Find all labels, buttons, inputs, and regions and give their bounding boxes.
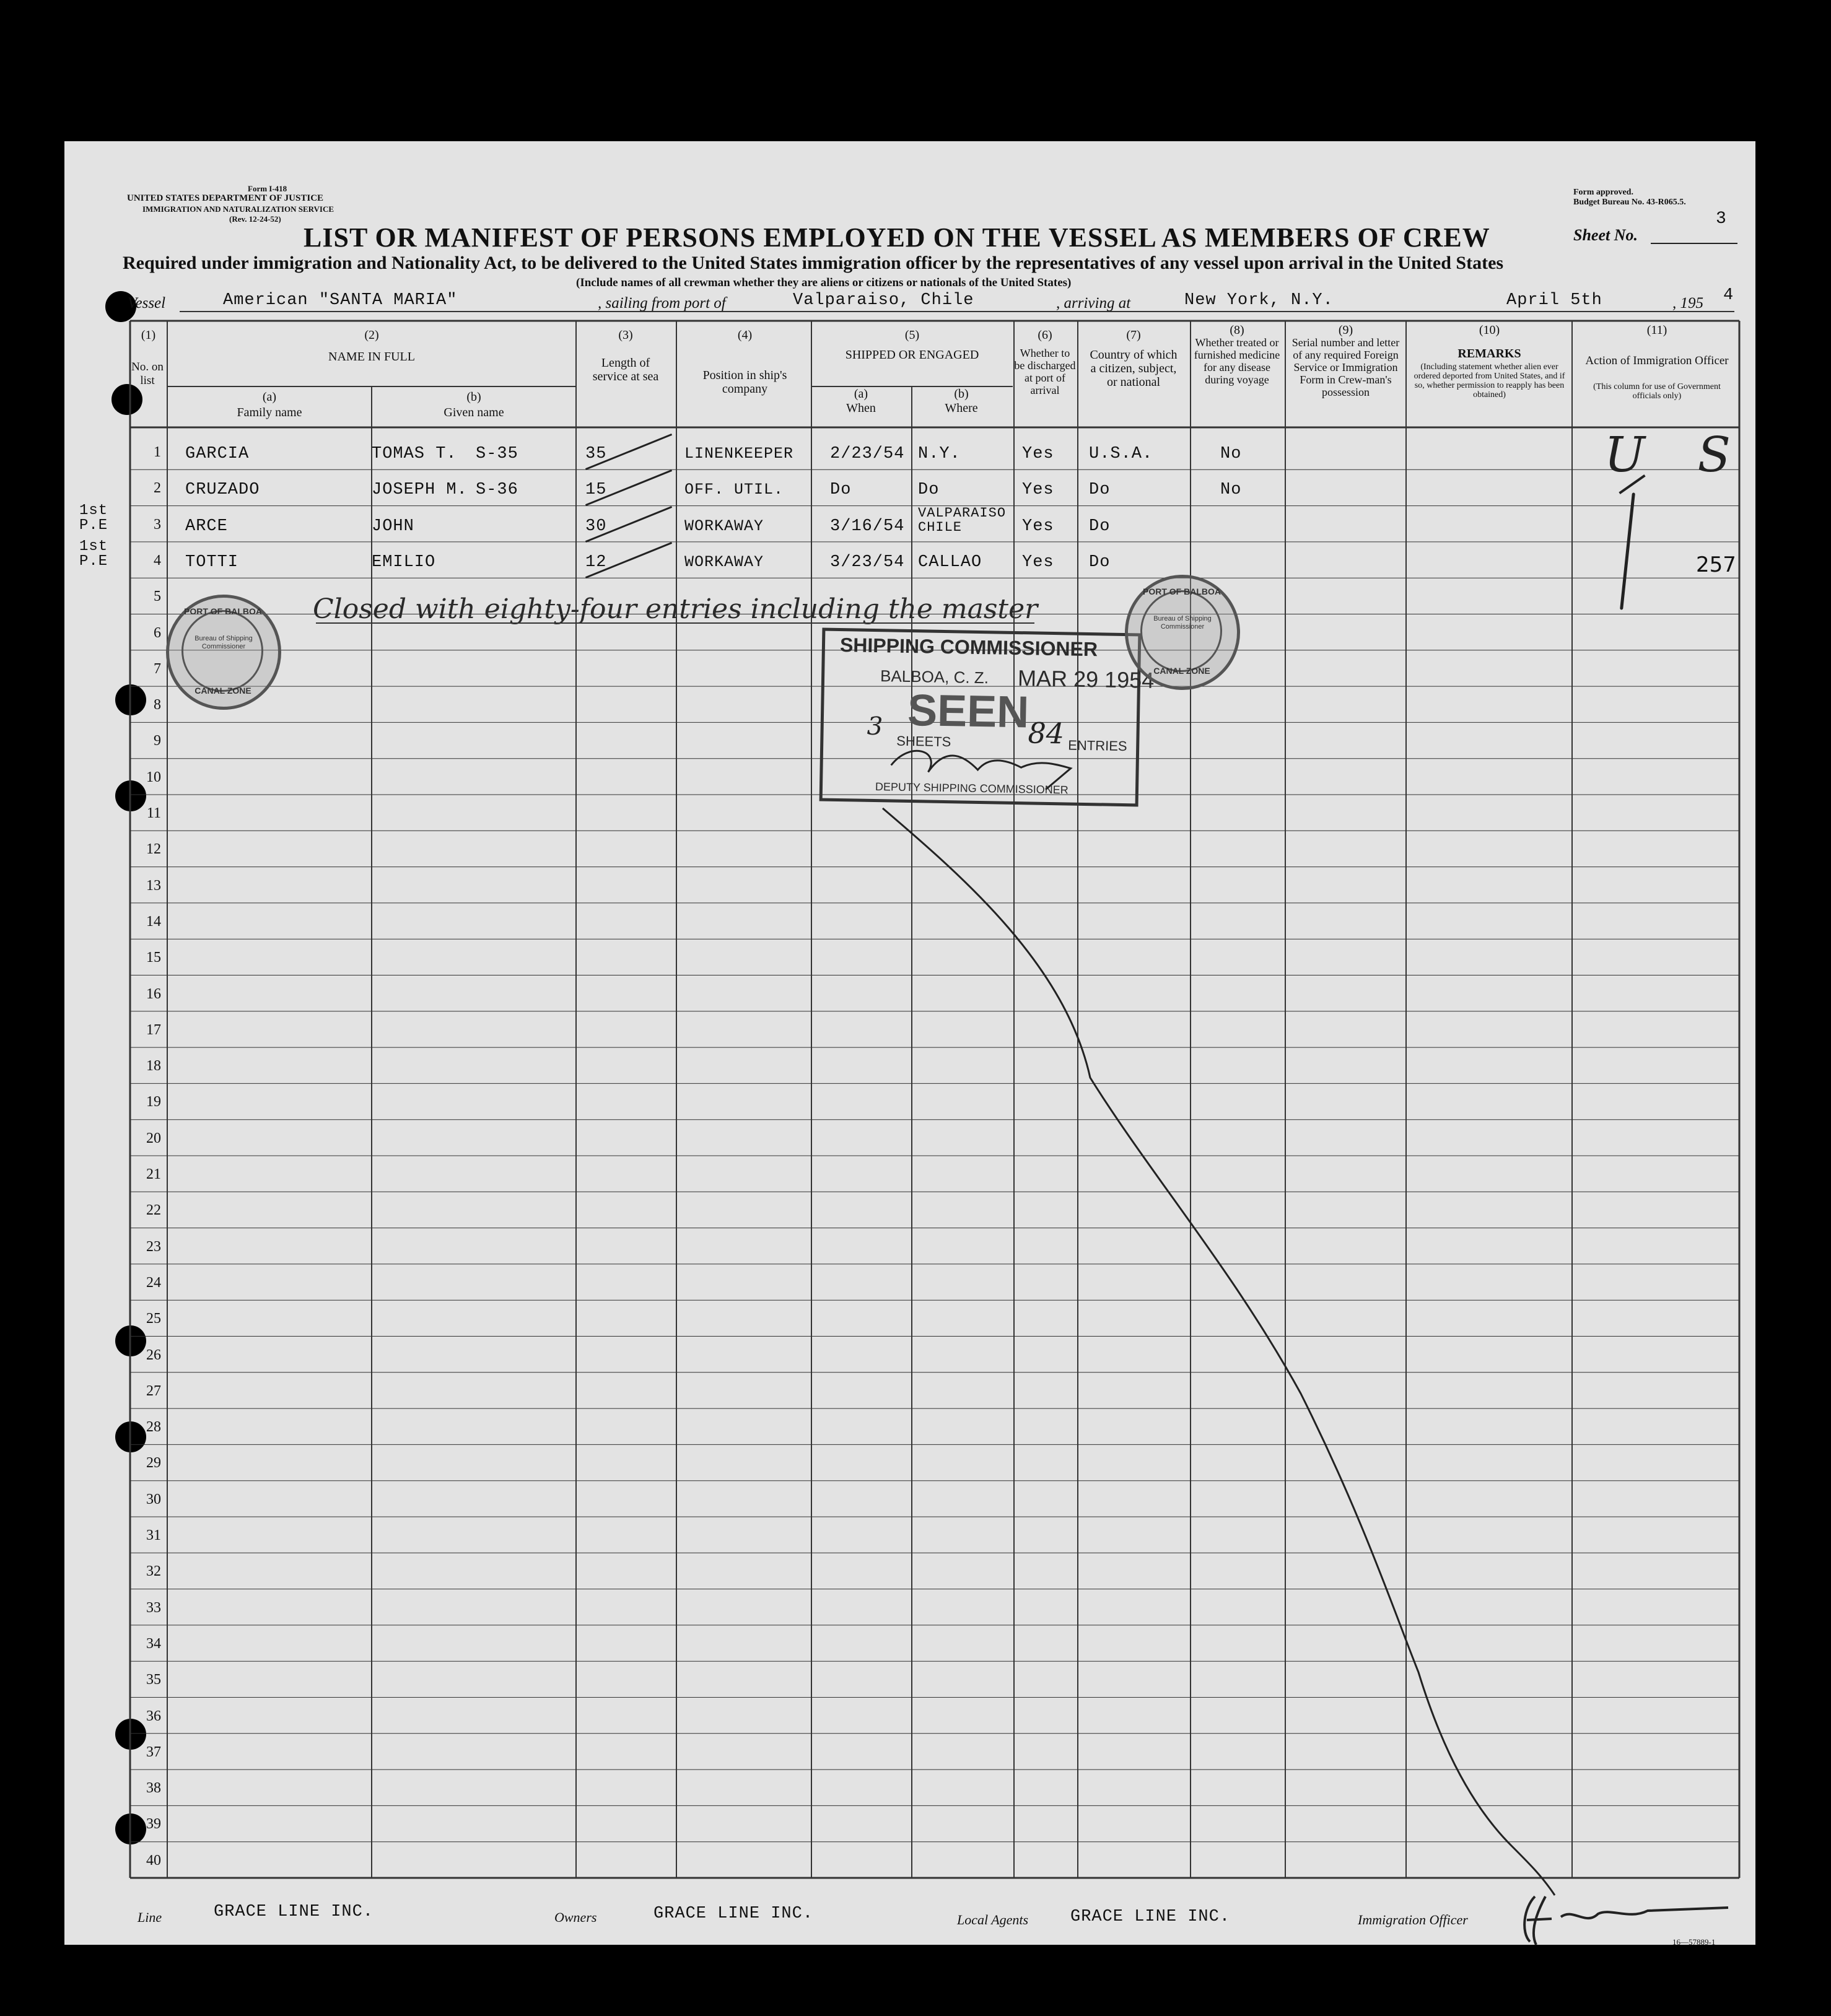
row-number: 29 xyxy=(146,1455,161,1472)
stamp-title: SHIPPING COMMISSIONER xyxy=(839,634,1098,661)
family-name: GARCIA xyxy=(185,445,250,463)
given-name: JOHN xyxy=(372,517,414,536)
vessel-label: Vessel xyxy=(128,295,166,312)
citizenship: Do xyxy=(1089,552,1111,572)
row-number: 34 xyxy=(146,1635,161,1652)
stamp-signature xyxy=(823,631,1138,804)
arrival-date: April 5th xyxy=(1506,291,1602,310)
shipped-where: Do xyxy=(918,481,940,500)
row-number: 25 xyxy=(146,1311,161,1327)
col5a-num: (a) xyxy=(854,387,868,401)
col2b-num: (b) xyxy=(466,390,481,404)
col4-header: Position in ship's company xyxy=(702,369,787,396)
agents-value: GRACE LINE INC. xyxy=(1070,1908,1231,1926)
stamp-sheets-value: 3 xyxy=(867,712,883,741)
row-number: 16 xyxy=(146,985,161,1002)
row-number: 15 xyxy=(146,949,161,966)
col8-num: (8) xyxy=(1230,323,1244,337)
stamp-seen: SEEN xyxy=(907,685,1029,738)
owners-value: GRACE LINE INC. xyxy=(653,1905,814,1923)
row-number: 23 xyxy=(146,1238,161,1255)
form-approved: Form approved. xyxy=(1573,188,1633,197)
line-label: Line xyxy=(138,1909,162,1925)
service-length: 35 xyxy=(585,445,607,463)
discharge-flag: Yes xyxy=(1022,517,1054,536)
row-number: 24 xyxy=(146,1274,161,1291)
col5-num: (5) xyxy=(904,328,920,342)
revision-date: (Rev. 12-24-52) xyxy=(229,214,281,224)
col4-num: (4) xyxy=(737,328,753,342)
year-suffix: 4 xyxy=(1723,286,1734,305)
col2b-header: Given name xyxy=(444,406,504,419)
row-number: 35 xyxy=(146,1672,161,1688)
col6-header: Whether to be discharged at port of arrival xyxy=(1014,347,1076,396)
col2-num: (2) xyxy=(364,328,379,342)
ship-position: OFF. UTIL. xyxy=(684,481,784,499)
row-number: 3 xyxy=(154,516,161,533)
row-number: 20 xyxy=(146,1130,161,1146)
family-name: CRUZADO xyxy=(185,481,260,500)
row-number: 31 xyxy=(146,1527,161,1543)
shipped-when: Do xyxy=(830,481,852,500)
seal-inner: Bureau of Shipping Commissioner xyxy=(194,635,253,650)
col9-num: (9) xyxy=(1338,323,1353,337)
given-name: EMILIO xyxy=(372,552,436,572)
shipped-when: 3/23/54 xyxy=(830,552,905,572)
stamp-entries-label: ENTRIES xyxy=(1068,737,1127,754)
sheet-number-line xyxy=(1651,243,1737,244)
medicine-flag: No xyxy=(1220,481,1242,500)
line-value: GRACE LINE INC. xyxy=(214,1903,374,1921)
medicine-flag: No xyxy=(1220,445,1242,463)
row-number: 26 xyxy=(146,1346,161,1363)
row-number: 19 xyxy=(146,1094,161,1111)
print-code: 16—57889-1 xyxy=(1672,1937,1716,1947)
row-number: 5 xyxy=(154,588,161,605)
vessel-name: American "SANTA MARIA" xyxy=(223,291,458,310)
citizenship: Do xyxy=(1089,517,1111,536)
given-name: TOMAS T. xyxy=(372,445,457,463)
col2a-num: (a) xyxy=(262,390,277,404)
row-number: 12 xyxy=(146,841,161,858)
stamp-date: MAR 29 1954 xyxy=(1017,665,1155,693)
col3-header: Length of service at sea xyxy=(592,356,659,383)
col10-header: REMARKS xyxy=(1457,347,1521,360)
col11-note: (This column for use of Government officials only) xyxy=(1593,382,1721,401)
service-length: 12 xyxy=(585,552,607,572)
sheet-label: Sheet No. xyxy=(1573,226,1638,244)
shipped-where: CALLAO xyxy=(918,552,982,572)
col10-note: (Including statement whether alien ever ordered deported from United States, and if so, whether permission to reapply has been obtained) xyxy=(1414,362,1565,399)
officer-label: Immigration Officer xyxy=(1358,1912,1468,1927)
service-length: 15 xyxy=(585,481,607,500)
citizenship: U.S.A. xyxy=(1089,445,1153,463)
sailing-from: Valparaiso, Chile xyxy=(793,291,974,310)
shipped-when: 3/16/54 xyxy=(830,517,905,536)
col3-num: (3) xyxy=(618,328,633,342)
row-number: 2 xyxy=(154,480,161,497)
discharge-flag: Yes xyxy=(1022,445,1054,463)
manifest-title: LIST OR MANIFEST OF PERSONS EMPLOYED ON THE VESSEL AS MEMBERS OF CREW xyxy=(304,222,1490,253)
include-note: (Include names of all crewman whether they are aliens or citizens or nationals of the United States) xyxy=(576,276,1072,289)
seal-inner: Bureau of Shipping Commissioner xyxy=(1153,615,1212,631)
manifest-subtitle: Required under immigration and Nationality Act, to be delivered to the United States immigration officer by the representatives of any vessel upon arrival in the United States xyxy=(123,253,1504,273)
row-number: 10 xyxy=(146,769,161,785)
citizenship: Do xyxy=(1089,481,1111,500)
stamp-entries-value: 84 xyxy=(1028,716,1065,751)
row-number: 11 xyxy=(146,805,161,821)
row-number: 4 xyxy=(154,552,161,569)
row-number: 6 xyxy=(154,624,161,641)
discharge-flag: Yes xyxy=(1022,552,1054,572)
shipping-commissioner-stamp xyxy=(819,628,1155,807)
crew-code: S-35 xyxy=(476,445,518,463)
sailing-label: , sailing from port of xyxy=(598,295,726,312)
row-number: 8 xyxy=(154,697,161,713)
closing-note: Closed with eighty-four entries including the master xyxy=(313,593,1038,625)
department-name: UNITED STATES DEPARTMENT OF JUSTICE xyxy=(127,193,324,203)
col5b-header: Where xyxy=(945,401,978,415)
row-number: 30 xyxy=(146,1491,161,1508)
row-number: 1 xyxy=(154,444,161,460)
owners-label: Owners xyxy=(554,1909,597,1925)
row-number: 18 xyxy=(146,1058,161,1075)
service-length: 30 xyxy=(585,517,607,536)
stamp-sheets-label: SHEETS xyxy=(896,733,951,750)
port-of-balboa-seal-right xyxy=(1125,575,1240,690)
seal-outer-top: PORT OF BALBOA xyxy=(1143,587,1221,596)
budget-bureau: Budget Bureau No. 43-R065.5. xyxy=(1573,198,1686,207)
ship-position: WORKAWAY xyxy=(684,517,764,535)
row-number: 7 xyxy=(154,660,161,677)
col1-header: No. on list xyxy=(131,360,164,387)
seal-outer-bottom: CANAL ZONE xyxy=(1153,666,1210,676)
shipped-when: 2/23/54 xyxy=(830,445,905,463)
row-number: 33 xyxy=(146,1599,161,1616)
ship-position: WORKAWAY xyxy=(684,552,764,571)
col5a-header: When xyxy=(846,401,876,415)
row-number: 37 xyxy=(146,1743,161,1760)
us-mark: U S xyxy=(1604,427,1749,483)
remark-number: 257 xyxy=(1696,552,1736,577)
col2a-header: Family name xyxy=(237,406,302,419)
row-number: 36 xyxy=(146,1708,161,1724)
seal-outer-top: PORT OF BALBOA xyxy=(184,606,262,616)
row-number: 40 xyxy=(146,1852,161,1869)
row-number: 14 xyxy=(146,913,161,930)
shipped-where: VALPARAISO CHILE xyxy=(918,505,1007,535)
seal-outer-bottom: CANAL ZONE xyxy=(194,686,251,696)
col2-header: NAME IN FULL xyxy=(328,350,415,364)
col6-num: (6) xyxy=(1038,328,1052,342)
family-name: TOTTI xyxy=(185,552,239,572)
row-number: 27 xyxy=(146,1382,161,1399)
given-name: JOSEPH M. xyxy=(372,481,468,500)
col7-header: Country of which a citizen, subject, or national xyxy=(1090,348,1178,389)
row-number: 39 xyxy=(146,1816,161,1833)
service-name: IMMIGRATION AND NATURALIZATION SERVICE xyxy=(142,204,334,214)
margin-note: 1st P.E xyxy=(79,538,108,570)
row-number: 13 xyxy=(146,877,161,894)
row-number: 38 xyxy=(146,1780,161,1797)
stamp-place: BALBOA, C. Z. xyxy=(880,666,989,687)
margin-note: 1st P.E xyxy=(79,502,108,534)
col8-header: Whether treated or furnished medicine for any disease during voyage xyxy=(1194,336,1280,386)
col9-header: Serial number and letter of any required Foreign Service or Immigration Form in Crew-man's possession xyxy=(1291,336,1400,398)
arriving-at: New York, N.Y. xyxy=(1184,291,1334,310)
ship-position: LINENKEEPER xyxy=(684,445,794,463)
crew-code: S-36 xyxy=(476,481,518,500)
col5-header: SHIPPED OR ENGAGED xyxy=(845,348,979,362)
col11-header: Action of Immigration Officer xyxy=(1585,354,1729,367)
col1-num: (1) xyxy=(141,328,156,342)
year-prefix: , 195 xyxy=(1672,295,1703,312)
row-number: 32 xyxy=(146,1563,161,1580)
col7-num: (7) xyxy=(1126,328,1141,342)
col11-num: (11) xyxy=(1646,323,1667,337)
family-name: ARCE xyxy=(185,517,228,536)
col5b-num: (b) xyxy=(954,387,969,401)
shipped-where: N.Y. xyxy=(918,445,961,463)
arriving-label: , arriving at xyxy=(1056,295,1131,312)
discharge-flag: Yes xyxy=(1022,481,1054,500)
form-number: Form I-418 xyxy=(248,184,287,193)
row-number: 21 xyxy=(146,1166,161,1182)
col10-num: (10) xyxy=(1479,323,1500,337)
row-number: 9 xyxy=(154,733,161,749)
row-number: 22 xyxy=(146,1202,161,1219)
row-number: 17 xyxy=(146,1021,161,1038)
port-of-balboa-seal-left xyxy=(166,595,281,710)
sheet-number: 3 xyxy=(1716,209,1726,229)
closing-note-underline xyxy=(316,622,1034,624)
stamp-signer: DEPUTY SHIPPING COMMISSIONER xyxy=(875,780,1068,796)
vessel-underline xyxy=(180,311,1734,312)
agents-label: Local Agents xyxy=(957,1912,1029,1927)
row-number: 28 xyxy=(146,1419,161,1436)
